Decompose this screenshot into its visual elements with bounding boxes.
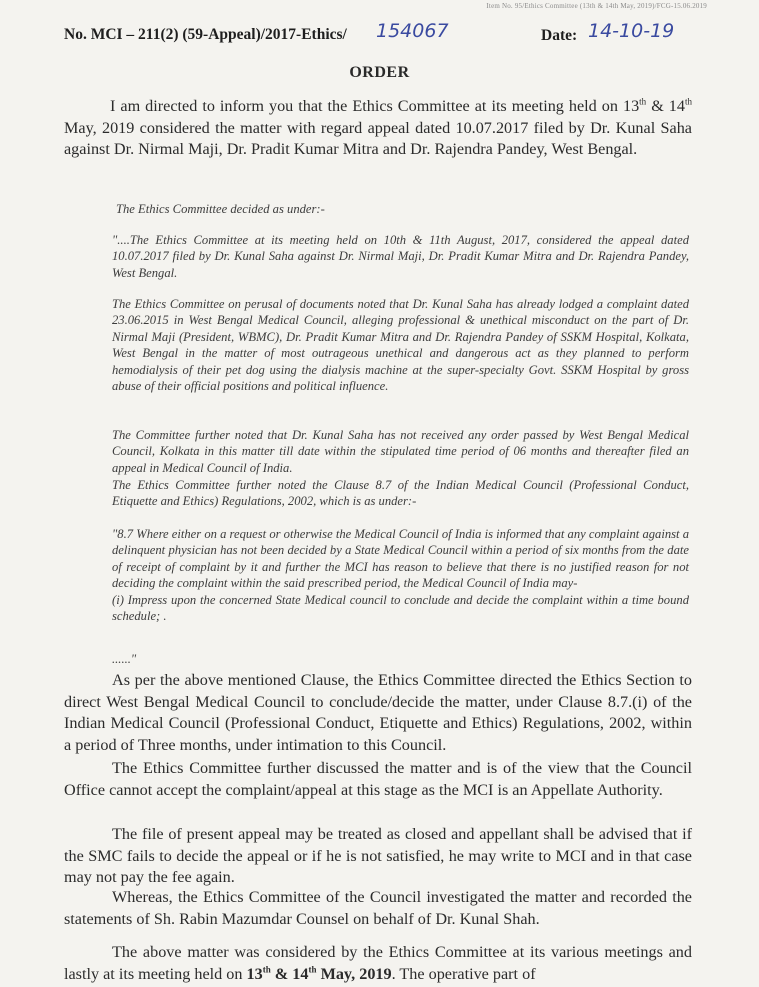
quote-clause-8-7 [112,526,689,624]
date-label: Date: [541,27,578,44]
paragraph-direction: As per the above mentioned Clause, the Ethics Committee directed the Ethics Section to direct West Bengal Medical Council to conclude/decide the matter, under Clause 8.7.(i) of the Indian Medical Council (Professional Conduct, Etiquette and Ethics) Regulations, 2002, within a period of Three months, under intimation to this Council. [64,671,692,754]
paragraph-intro: I am directed to inform you that the Ethics Committee at its meeting held on 13th & 14th May, 2019 considered the matter with regard appeal dated 10.07.2017 filed by Dr. Kunal Saha against Dr. Nirmal Maji, Dr. Pradit Kumar Mitra and Dr. Rajendra Pandey, West Bengal. [64,96,692,158]
paragraph-appellate: The Ethics Committee further discussed the matter and is of the view that the Council Office cannot accept the complaint/appeal at this stage as the MCI is an Appellate Authority. [64,759,692,799]
reference-number: No. MCI – 211(2) (59-Appeal)/2017-Ethics/ [64,26,347,43]
quote-paragraph-4: The Ethics Committee further noted the Clause 8.7 of the Indian Medical Council (Professional Conduct, Etiquette and Ethics) Regulations, 2002, which is as under:- [112,478,689,509]
quote-paragraph-3: The Committee further noted that Dr. Kunal Saha has not received any order passed by West Bengal Medical Council, Kolkata in this matter till date within the stipulated time period of 06 months and thereafter filed an appeal in Medical Council of India. [112,428,689,475]
order-title: ORDER [349,64,410,81]
quote-paragraph-1: "....The Ethics Committee at its meeting held on 10th & 11th August, 2017, considered the appeal dated 10.07.2017 filed by Dr. Kunal Saha against Dr. Nirmal Maji, Dr. Pradit Kumar Mitra and Dr. Rajendra Pandey, West Bengal. [112,233,689,280]
handwritten-number: 154067 [376,20,449,42]
quote-paragraph-2: The Ethics Committee on perusal of documents noted that Dr. Kunal Saha has already lodged a complaint dated 23.06.2015 in West Bengal Medical Council, alleging professional & unethical misconduct on the part of Dr. Nirmal Maji (President, WBMC), Dr. Pradit Kumar Mitra and Dr. Rajendra Pandey of SSKM Hospital, Kolkata, West Bengal in the matter of most outrageous unethical and dangerous act as they planned to perform hemodialysis of their pet dog using the dialysis machine at the super-specialty Govt. SSKM Hospital by gross abuse of their official positions and political influence. [112,297,689,394]
paragraph-closure: The file of present appeal may be treated as closed and appellant shall be advised that if the SMC fails to decide the appeal or if he is not satisfied, he may write to MCI and in that case may not pay the fee again. [64,825,692,886]
quote-ellipsis: ......" [112,652,137,666]
clause-text: "8.7 Where either on a request or otherwise the Medical Council of India is informed that any complaint against a delinquent physician has not been decided by a State Medical Council within a period of six months from the date of receipt of complaint by it and further the MCI has reason to believe that there is no justified reason for not deciding the complaint within the said prescribed period, the Medical Council of India may- [112,527,689,591]
top-reference-note: Item No. 95/Ethics Committee (13th & 14th May, 2019)/FCG-15.06.2019 [486,2,707,10]
handwritten-date: 14-10-19 [588,20,675,42]
paragraph-operative: The above matter was considered by the Ethics Committee at its various meetings and lastly at its meeting held on 13th & 14th May, 2019. The operative part of [64,943,692,983]
clause-item-i: (i) Impress upon the concerned State Medical council to conclude and decide the complaint within a time bound schedule; . [112,592,689,624]
quote-intro: The Ethics Committee decided as under:- [116,202,325,216]
paragraph-whereas: Whereas, the Ethics Committee of the Council investigated the matter and recorded the statements of Sh. Rabin Mazumdar Counsel on behalf of Dr. Kunal Shah. [64,888,692,928]
